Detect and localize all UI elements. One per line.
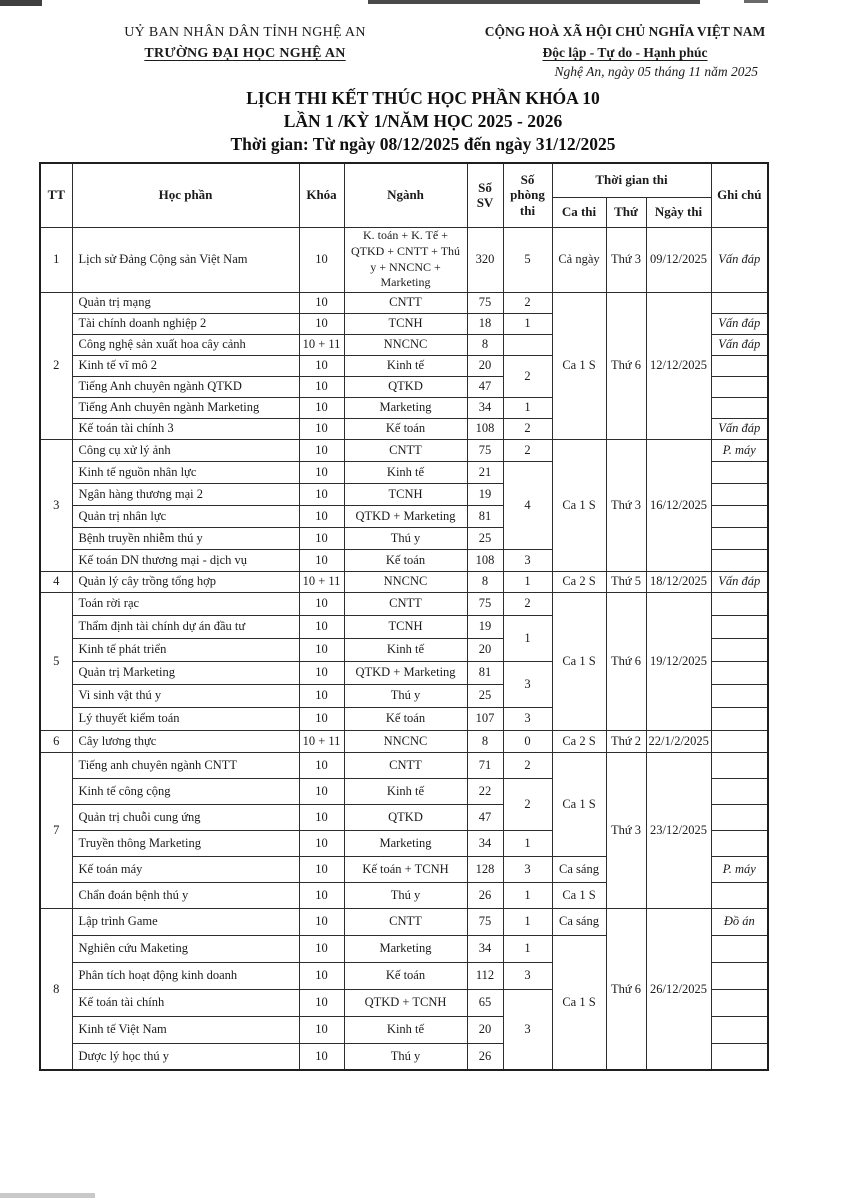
header-cell: Học phần [72,163,299,227]
cell: P. máy [711,856,768,882]
cell: 12/12/2025 [646,292,711,439]
cell: Thứ 2 [606,730,646,752]
cell: Vấn đáp [711,418,768,439]
cell: 10 [299,376,344,397]
cell: 10 [299,882,344,908]
cell: 10 [299,661,344,684]
header-cell: Thứ [606,197,646,227]
header-cell: Ghi chú [711,163,768,227]
cell: TCNH [344,615,467,638]
cell: 75 [467,592,503,615]
cell: Công nghệ sản xuất hoa cây cảnh [72,334,299,355]
cell: Kinh tế [344,638,467,661]
cell: 10 [299,227,344,292]
cell: 26 [467,882,503,908]
cell: 19/12/2025 [646,592,711,730]
title-line-1: LỊCH THI KẾT THÚC HỌC PHẦN KHÓA 10 [246,88,600,108]
cell: 10 [299,908,344,935]
cell: Thứ 3 [606,439,646,571]
cell: Kế toán tài chính 3 [72,418,299,439]
cell: 10 [299,505,344,527]
cell: Quản trị mạng [72,292,299,313]
cell: 19 [467,483,503,505]
cell: 1 [503,615,552,661]
cell: 81 [467,505,503,527]
cell: 10 [299,355,344,376]
cell: QTKD [344,804,467,830]
cell: 7 [40,752,72,908]
cell: Kế toán [344,549,467,571]
cell: Truyền thông Marketing [72,830,299,856]
cell: 10 [299,638,344,661]
cell: 10 [299,397,344,418]
cell: QTKD + Marketing [344,661,467,684]
cell: Thẩm định tài chính dự án đầu tư [72,615,299,638]
cell: Phân tích hoạt động kinh doanh [72,962,299,989]
cell: 34 [467,830,503,856]
cell: Bệnh truyền nhiễm thú y [72,527,299,549]
cell: 112 [467,962,503,989]
cell: Kinh tế [344,461,467,483]
cell: 8 [40,908,72,1070]
cell: CNTT [344,908,467,935]
cell: Ca 2 S [552,571,606,592]
cell: 1 [503,935,552,962]
cell: 1 [503,397,552,418]
cell: Thú y [344,882,467,908]
cell: 2 [40,292,72,439]
cell: 8 [467,334,503,355]
authority-name: UỶ BAN NHÂN DÂN TỈNH NGHỆ AN [124,25,366,40]
cell: 10 [299,313,344,334]
cell: 1 [503,882,552,908]
cell: CNTT [344,752,467,778]
cell: Nghiên cứu Maketing [72,935,299,962]
cell [711,292,768,313]
cell: 75 [467,439,503,461]
cell: Quản trị nhân lực [72,505,299,527]
cell: 10 [299,615,344,638]
cell: 19 [467,615,503,638]
cell: 25 [467,527,503,549]
cell: 47 [467,804,503,830]
cell: 10 + 11 [299,571,344,592]
cell: 10 [299,707,344,730]
cell: CNTT [344,439,467,461]
cell: Ngân hàng thương mại 2 [72,483,299,505]
cell: Thú y [344,684,467,707]
cell [711,661,768,684]
cell: CNTT [344,592,467,615]
cell: Vi sinh vật thú y [72,684,299,707]
cell: Kinh tế phát triển [72,638,299,661]
header-cell: TT [40,163,72,227]
cell: Kinh tế [344,355,467,376]
cell: 3 [503,707,552,730]
header-cell: Ngày thi [646,197,711,227]
cell: Kinh tế [344,1016,467,1043]
table-row [40,571,768,592]
cell: Kế toán [344,418,467,439]
scan-artifact-bottom-left [0,1193,95,1198]
cell: Marketing [344,935,467,962]
cell: Chẩn đoán bệnh thú y [72,882,299,908]
national-title: CỘNG HOÀ XÃ HỘI CHỦ NGHĨA VIỆT NAM [484,24,766,39]
cell: TCNH [344,483,467,505]
scan-artifact-top-left [0,0,42,6]
cell: 81 [467,661,503,684]
cell: Ca 1 S [552,752,606,856]
cell: Toán rời rạc [72,592,299,615]
cell: TCNH [344,313,467,334]
cell: Tài chính doanh nghiệp 2 [72,313,299,334]
cell: 22 [467,778,503,804]
national-motto: Độc lập - Tự do - Hạnh phúc [542,45,708,60]
cell: Kế toán [344,962,467,989]
cell: Ca 1 S [552,882,606,908]
cell: CNTT [344,292,467,313]
cell: 21 [467,461,503,483]
cell: 20 [467,1016,503,1043]
exam-table-head [40,163,768,227]
cell [711,707,768,730]
cell: 34 [467,935,503,962]
cell: 10 [299,592,344,615]
cell: 1 [503,908,552,935]
cell: Marketing [344,397,467,418]
cell: Cây lương thực [72,730,299,752]
cell: 10 [299,1016,344,1043]
cell [711,804,768,830]
cell: 2 [503,418,552,439]
cell: Thứ 6 [606,592,646,730]
cell [711,730,768,752]
cell: Ca 1 S [552,592,606,730]
cell: 1 [503,571,552,592]
cell: Vấn đáp [711,227,768,292]
cell: 26 [467,1043,503,1070]
cell: Kinh tế [344,778,467,804]
cell: 10 [299,527,344,549]
cell: Thứ 3 [606,752,646,908]
cell: 10 + 11 [299,730,344,752]
cell: Kế toán [344,707,467,730]
cell: 10 [299,1043,344,1070]
cell: 2 [503,592,552,615]
title-line-3: Thời gian: Từ ngày 08/12/2025 đến ngày 31/12/2025 [230,134,616,154]
cell: 128 [467,856,503,882]
header-cell: Ngành [344,163,467,227]
cell: Thứ 6 [606,292,646,439]
cell: 10 [299,804,344,830]
cell: Kinh tế vĩ mô 2 [72,355,299,376]
cell: 2 [503,355,552,397]
cell: 09/12/2025 [646,227,711,292]
cell: 2 [503,439,552,461]
cell: Vấn đáp [711,313,768,334]
cell: Ca 1 S [552,439,606,571]
cell: Công cụ xử lý ảnh [72,439,299,461]
cell: 10 + 11 [299,334,344,355]
cell: 47 [467,376,503,397]
cell: Lịch sử Đảng Cộng sản Việt Nam [72,227,299,292]
cell: Kinh tế Việt Nam [72,1016,299,1043]
cell: 5 [40,592,72,730]
cell: 10 [299,549,344,571]
table-row [40,730,768,752]
cell: 4 [503,461,552,549]
cell: Vấn đáp [711,571,768,592]
header-cell: Số SV [467,163,503,227]
cell: Thứ 6 [606,908,646,1070]
cell: 16/12/2025 [646,439,711,571]
cell: NNCNC [344,334,467,355]
cell: QTKD + Marketing [344,505,467,527]
table-row [40,908,768,935]
issuing-authority-block [60,22,430,64]
cell: 10 [299,684,344,707]
cell: 65 [467,989,503,1016]
cell: 107 [467,707,503,730]
cell: Kế toán tài chính [72,989,299,1016]
cell: 22/1/2/2025 [646,730,711,752]
cell [711,638,768,661]
cell: 6 [40,730,72,752]
cell [711,962,768,989]
cell: 8 [467,730,503,752]
cell: Tiếng anh chuyên ngành CNTT [72,752,299,778]
cell: QTKD + TCNH [344,989,467,1016]
table-row [40,292,768,313]
cell: Vấn đáp [711,334,768,355]
table-row [40,163,768,197]
cell: 20 [467,355,503,376]
cell: 10 [299,935,344,962]
issue-date-line: Nghệ An, ngày 05 tháng 11 năm 2025 [554,64,758,79]
cell: 3 [503,856,552,882]
cell [711,355,768,376]
cell: Thú y [344,1043,467,1070]
cell: Quản trị Marketing [72,661,299,684]
cell: 0 [503,730,552,752]
cell: 1 [503,830,552,856]
header-cell: Ca thi [552,197,606,227]
cell: 10 [299,989,344,1016]
cell: Cả ngày [552,227,606,292]
cell [711,989,768,1016]
header-cell: Thời gian thi [552,163,711,197]
cell [711,935,768,962]
cell: QTKD [344,376,467,397]
cell: P. máy [711,439,768,461]
cell: Lý thuyết kiểm toán [72,707,299,730]
cell: Ca 1 S [552,935,606,1070]
cell [711,882,768,908]
cell: Kế toán máy [72,856,299,882]
cell: 1 [503,313,552,334]
cell: 10 [299,856,344,882]
header-cell: Khóa [299,163,344,227]
cell: 10 [299,439,344,461]
cell: Tiếng Anh chuyên ngành Marketing [72,397,299,418]
cell: Kinh tế nguồn nhân lực [72,461,299,483]
cell [711,830,768,856]
cell [503,334,552,355]
cell: Thứ 5 [606,571,646,592]
cell: 3 [503,989,552,1070]
cell: Ca sáng [552,856,606,882]
cell [711,1016,768,1043]
cell: Đồ án [711,908,768,935]
cell: 4 [40,571,72,592]
table-row [40,439,768,461]
cell: 10 [299,292,344,313]
title-line-2: LẦN 1 /KỲ 1/NĂM HỌC 2025 - 2026 [283,111,563,131]
cell: Thứ 3 [606,227,646,292]
document-title [0,87,846,156]
cell: K. toán + K. Tế + QTKD + CNTT + Thú y + NNCNC + Marketing [344,227,467,292]
cell: 75 [467,908,503,935]
cell [711,752,768,778]
cell: Lập trình Game [72,908,299,935]
cell: 10 [299,830,344,856]
cell [711,778,768,804]
cell: 2 [503,778,552,830]
cell: 10 [299,483,344,505]
cell [711,505,768,527]
cell: 25 [467,684,503,707]
university-name: TRƯỜNG ĐẠI HỌC NGHỆ AN [144,46,346,61]
exam-table-body [40,227,768,1070]
cell: Ca sáng [552,908,606,935]
cell: Marketing [344,830,467,856]
cell: NNCNC [344,730,467,752]
cell [711,592,768,615]
cell: 10 [299,962,344,989]
cell: 1 [40,227,72,292]
header-cell: Số phòng thi [503,163,552,227]
cell [711,376,768,397]
cell: 108 [467,418,503,439]
cell: 26/12/2025 [646,908,711,1070]
cell: 10 [299,461,344,483]
table-row [40,227,768,292]
cell: 18/12/2025 [646,571,711,592]
cell [711,483,768,505]
cell: 2 [503,292,552,313]
cell: NNCNC [344,571,467,592]
cell [711,615,768,638]
cell: 34 [467,397,503,418]
cell: Tiếng Anh chuyên ngành QTKD [72,376,299,397]
cell: 10 [299,418,344,439]
cell: 23/12/2025 [646,752,711,908]
cell: 10 [299,778,344,804]
cell: 3 [40,439,72,571]
cell: Kế toán DN thương mại - dịch vụ [72,549,299,571]
cell: 10 [299,752,344,778]
cell: 3 [503,549,552,571]
cell: Quản trị chuỗi cung ứng [72,804,299,830]
cell [711,527,768,549]
table-row [40,592,768,615]
cell: 108 [467,549,503,571]
cell: Kinh tế công cộng [72,778,299,804]
cell: 3 [503,661,552,707]
cell: Ca 2 S [552,730,606,752]
cell: 2 [503,752,552,778]
exam-table [39,162,769,1071]
cell: 18 [467,313,503,334]
cell: Thú y [344,527,467,549]
scan-artifact-top-right [744,0,768,3]
table-row [40,752,768,778]
cell: 8 [467,571,503,592]
cell: 3 [503,962,552,989]
cell [711,461,768,483]
cell [711,549,768,571]
cell: 320 [467,227,503,292]
cell: Quản lý cây trồng tổng hợp [72,571,299,592]
cell: Kế toán + TCNH [344,856,467,882]
cell: 71 [467,752,503,778]
cell [711,684,768,707]
national-motto-block [450,21,800,63]
cell: 5 [503,227,552,292]
scan-artifact-top-middle [368,0,700,4]
exam-schedule-table-wrap [39,162,769,1071]
cell [711,1043,768,1070]
cell: Ca 1 S [552,292,606,439]
cell [711,397,768,418]
cell: 75 [467,292,503,313]
cell: 20 [467,638,503,661]
cell: Dược lý học thú y [72,1043,299,1070]
